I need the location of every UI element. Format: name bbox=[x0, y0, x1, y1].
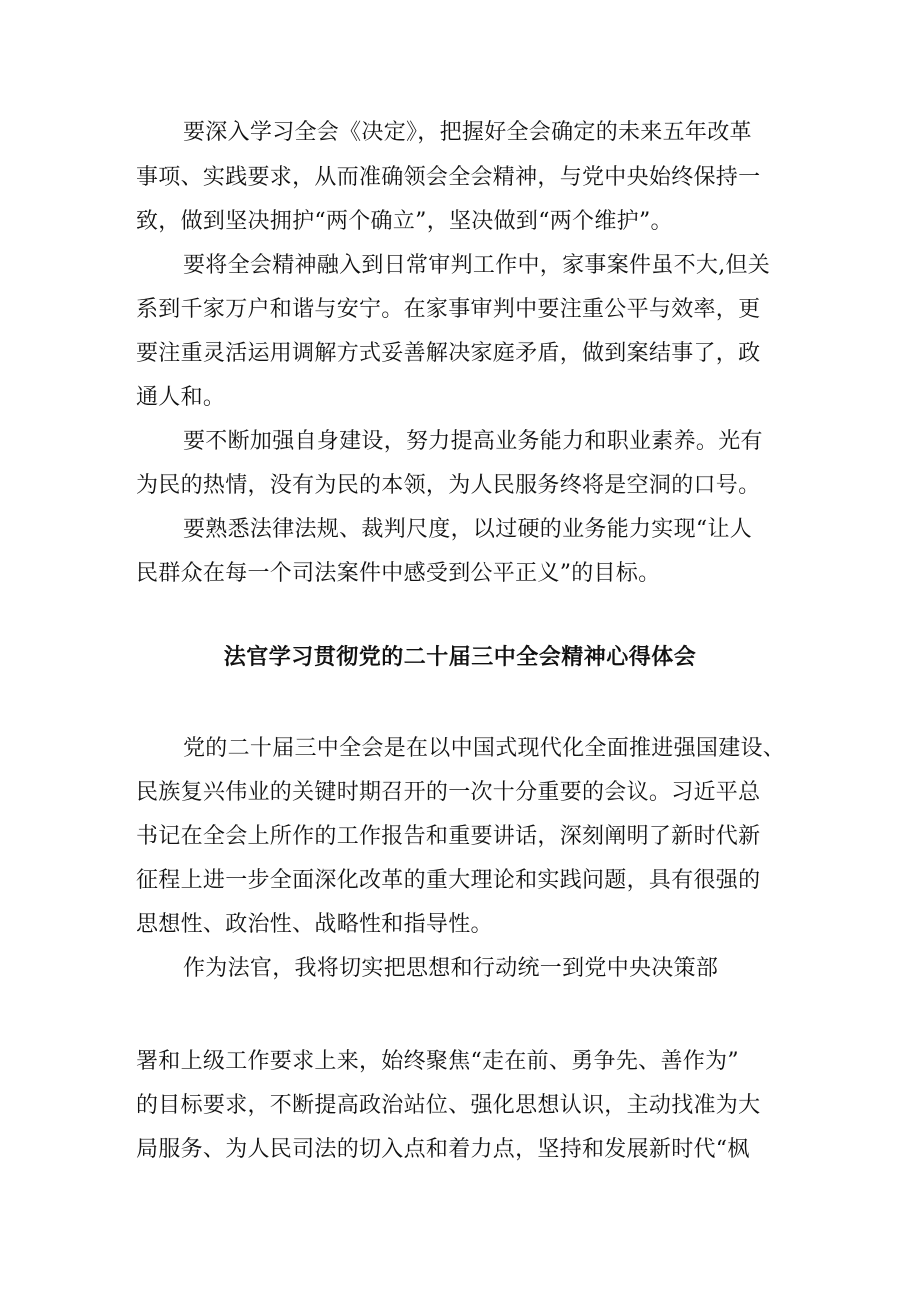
text-line: 致，做到坚决拥护“两个确立”，坚决做到“两个维护”。 bbox=[136, 209, 673, 234]
text-line: 为民的热情，没有为民的本领，为人民服务终将是空洞的口号。 bbox=[136, 473, 761, 498]
text-line: 要注重灵活运用调解方式妥善解决家庭矛盾，做到案结事了，政 bbox=[136, 341, 761, 366]
text-line: 系到千家万户和谐与安宁。在家事审判中要注重公平与效率，更 bbox=[136, 297, 761, 322]
text-line: 思想性、政治性、战略性和指导性。 bbox=[136, 912, 493, 937]
article-title: 法官学习贯彻党的二十届三中全会精神心得体会 bbox=[223, 645, 697, 670]
text-line: 民群众在每一个司法案件中感受到公平正义”的目标。 bbox=[136, 561, 661, 586]
text-line: 作为法官，我将切实把思想和行动统一到党中央决策部 bbox=[183, 956, 719, 981]
text-line: 要熟悉法律法规、裁判尺度，以过硬的业务能力实现“让人 bbox=[183, 517, 753, 542]
text-line: 党的二十届三中全会是在以中国式现代化全面推进强国建设、 bbox=[183, 736, 786, 761]
text-line: 要不断加强自身建设，努力提高业务能力和职业素养。光有 bbox=[183, 429, 763, 454]
text-line: 书记在全会上所作的工作报告和重要讲话，深刻阐明了新时代新 bbox=[136, 824, 761, 849]
text-line: 署和上级工作要求上来，始终聚焦“走在前、勇争先、善作为” bbox=[136, 1049, 739, 1074]
text-line: 的目标要求，不断提高政治站位、强化思想认识，主动找准为大 bbox=[136, 1093, 761, 1118]
text-line: 局服务、为人民司法的切入点和着力点，坚持和发展新时代“枫 bbox=[136, 1137, 750, 1162]
text-line: 民族复兴伟业的关键时期召开的一次十分重要的会议。习近平总 bbox=[136, 780, 761, 805]
text-line: 要将全会精神融入到日常审判工作中，家事案件虽不大,但关 bbox=[183, 253, 771, 278]
text-line: 事项、实践要求，从而准确领会全会精神，与党中央始终保持一 bbox=[136, 165, 761, 190]
text-line: 要深入学习全会《决定》，把握好全会确定的未来五年改革 bbox=[183, 120, 752, 145]
text-line: 征程上进一步全面深化改革的重大理论和实践问题，具有很强的 bbox=[136, 868, 761, 893]
text-line: 通人和。 bbox=[136, 385, 226, 410]
